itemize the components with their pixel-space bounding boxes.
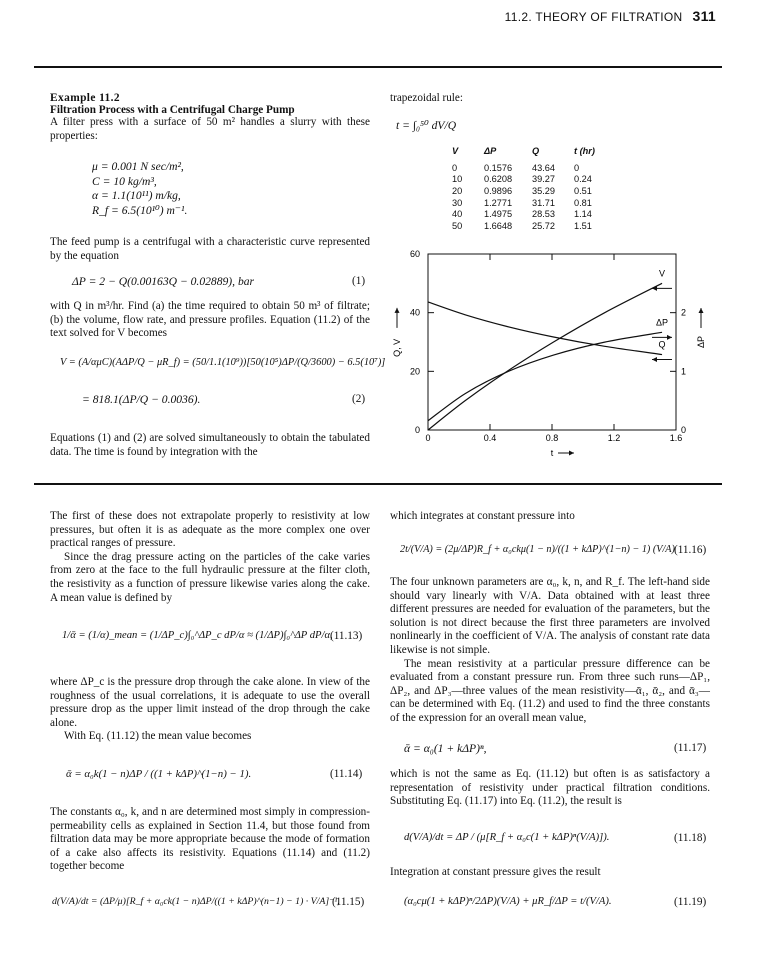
- table-cell: 40: [452, 209, 463, 220]
- equation-11-18: d(V/A)/dt = ΔP / (μ[R_f + α₀c(1 + kΔP)ⁿ(V/A)]).: [404, 832, 610, 843]
- paragraph: The constants α₀, k, and n are determined most simply in compression-permeability cells as explained in Section 11.4, but those found from filtration data may be more appropriate because the mode of formation of a cake also affects its resistivity. Equations (11.14) and (11.2) together become: [50, 806, 370, 873]
- filtration-chart: [380, 240, 720, 465]
- table-header: ΔP: [484, 146, 497, 156]
- table-cell: 1.2771: [484, 197, 513, 208]
- paragraph: which is not the same as Eq. (11.12) but often is as satisfactory a representation of resistivity under practical filtration conditions. Substituting Eq. (11.17) into Eq. (11.2), the result is: [390, 768, 710, 808]
- equation-11-15: d(V/A)/dt = (ΔP/μ)[R_f + α₀ck(1 − n)ΔP/((1 + kΔP)^(n−1) − 1) · V/A]⁻¹,: [52, 896, 340, 907]
- equation-11-16-number: (11.16): [674, 544, 707, 556]
- equation-11-19-number: (11.19): [674, 896, 707, 908]
- table-row: [452, 185, 614, 197]
- integral-equation: t = ∫₀⁵⁰ dV/Q: [396, 119, 457, 132]
- arrow-head-icon: [699, 308, 704, 313]
- equation-11-13: 1/ᾱ = (1/α)_mean = (1/ΔP_c)∫₀^ΔP_c dP/α ≈ (1/ΔP)∫₀^ΔP dP/α,: [62, 630, 333, 641]
- body-right: [390, 576, 710, 726]
- data-table: [452, 146, 614, 232]
- equation-11-13-number: (11.13): [330, 630, 363, 642]
- property-item: μ = 0.001 N sec/m²,: [92, 160, 184, 173]
- x-axis-label: t: [550, 448, 554, 458]
- table-cell: 0.51: [574, 185, 592, 196]
- y-left-tick-label: 0: [414, 425, 420, 435]
- table-row: [452, 162, 614, 174]
- series-line-v: [428, 283, 662, 430]
- trapezoidal-label: trapezoidal rule:: [390, 92, 463, 104]
- table-cell: 30: [452, 197, 463, 208]
- table-cell: 0.6208: [484, 174, 513, 185]
- table-header: t (hr): [574, 146, 595, 156]
- equation-11-15-number: (11.15): [332, 896, 365, 908]
- y-left-tick-label: 40: [409, 307, 420, 318]
- example-top-rule: [34, 66, 722, 68]
- table-cell: 0.81: [574, 197, 592, 208]
- table-cell: 39.27: [532, 174, 555, 185]
- table-cell: 28.53: [532, 209, 555, 220]
- series-line-dp: [428, 332, 662, 420]
- x-tick-label: 1.6: [669, 433, 683, 443]
- paragraph: Since the drag pressure acting on the particles of the cake varies from zero at the face to the full hydraulic pressure at the filter cloth, the resistivity as a function of pressure likewise varies along the cake. A mean value is defined by: [50, 550, 370, 604]
- y-right-tick-label: 1: [681, 366, 687, 377]
- example-bottom-rule: [34, 483, 722, 485]
- table-cell: 1.51: [574, 220, 592, 231]
- x-tick-label: 0: [425, 433, 431, 443]
- table-cell: 25.72: [532, 220, 555, 231]
- table-cell: 0: [574, 162, 580, 173]
- x-tick-label: 0.4: [483, 433, 497, 443]
- table-cell: 31.71: [532, 197, 555, 208]
- table-cell: 43.64: [532, 162, 555, 173]
- equation-11-14-number: (11.14): [330, 768, 363, 780]
- example-title: Filtration Process with a Centrifugal Charge Pump: [50, 104, 295, 116]
- equation-2-line1: V = (A/αμC)(AΔP/Q − μR_f) = (50/1.1(10⁹))[50(10⁵)ΔP/(Q/3600) − 6.5(10⁷)]: [60, 357, 386, 368]
- table-cell: 1.6648: [484, 220, 513, 231]
- table-cell: 20: [452, 185, 463, 196]
- table-cell: 1.4975: [484, 209, 513, 220]
- series-label: Q: [658, 339, 666, 350]
- equation-11-19: (α₀cμ(1 + kΔP)ⁿ/2ΔP)(V/A) + μR_f/ΔP = t/(V/A).: [404, 896, 612, 907]
- table-cell: 0.24: [574, 174, 592, 185]
- table-cell: 0: [452, 162, 458, 173]
- y-right-axis-label: ΔP: [696, 335, 706, 349]
- y-left-tick-label: 20: [409, 366, 420, 377]
- section-title: 11.2. THEORY OF FILTRATION: [504, 10, 683, 24]
- properties-list: [92, 160, 187, 218]
- example-box-left: [50, 92, 370, 143]
- y-left-tick-label: 60: [409, 249, 420, 259]
- body-left-2: [50, 676, 370, 744]
- paragraph: Integration at constant pressure gives the result: [390, 866, 601, 878]
- series-label: ΔP: [655, 317, 669, 328]
- paragraph: The four unknown parameters are α₀, k, n, and R_f. The left-hand side should vary linearly with V/A. Data obtained with at least three different pressures are needed for evaluation of the parameters, but the solution is not direct because the first three parameters are involved nonlinearly in the coefficient of V/A. The analysis of constant rate data likewise is not simple.: [390, 576, 710, 656]
- arrow-head-icon: [652, 357, 657, 362]
- paragraph: The mean resistivity at a particular pressure difference can be evaluated from a constant pressure run. From three such runs—ΔP₁, ΔP₂, and ΔP₃—three values of the mean resistivity—ᾱ₁, ᾱ₂, and ᾱ₃—can be determined with Eq. (11.2) and used to find the three constants of the expression for an overall mean value,: [390, 657, 710, 724]
- table-row: [452, 208, 614, 220]
- equation-2-number: (2): [352, 393, 366, 405]
- table-header-row: [452, 146, 614, 162]
- table-cell: 10: [452, 174, 463, 185]
- y-right-tick-label: 0: [681, 425, 687, 435]
- equation-11-17-number: (11.17): [674, 742, 707, 754]
- arrow-head-icon: [667, 335, 672, 340]
- equation-2-line2: = 818.1(ΔP/Q − 0.0036).: [82, 393, 201, 406]
- pump-text: The feed pump is a centrifugal with a characteristic curve represented by the equation: [50, 236, 370, 262]
- table-cell: 0.1576: [484, 162, 513, 173]
- mid-text: with Q in m³/hr. Find (a) the time required to obtain 50 m³ of filtrate; (b) the volume, flow rate, and pressure profiles. Equation (11.2) of the text solved for V becomes: [50, 300, 370, 340]
- table-row: [452, 220, 614, 232]
- property-item: α = 1.1(10¹¹) m/kg,: [92, 189, 181, 203]
- table-cell: 50: [452, 220, 463, 231]
- x-tick-label: 0.8: [545, 433, 559, 443]
- table-row: [452, 174, 614, 186]
- table-header: V: [452, 146, 459, 156]
- running-header: [360, 8, 716, 24]
- example-intro: A filter press with a surface of 50 m² handles a slurry with these properties:: [50, 116, 370, 142]
- table-row: [452, 197, 614, 209]
- property-item: C = 10 kg/m³,: [92, 174, 157, 188]
- equation-11-17: ᾱ = α₀(1 + kΔP)ⁿ,: [404, 742, 487, 755]
- example-label: Example 11.2: [50, 92, 120, 104]
- series-label: V: [658, 268, 666, 279]
- paragraph: With Eq. (11.12) the mean value becomes: [64, 730, 252, 743]
- equation-11-16: 2t/(V/A) = (2μ/ΔP)R_f + α₀ckμ(1 − n)/((1 + kΔP)^(1−n) − 1) (V/A): [400, 544, 675, 555]
- example-closing: Equations (1) and (2) are solved simultaneously to obtain the tabulated data. The time is found by integration with the: [50, 432, 370, 458]
- page-number: 311: [692, 8, 716, 24]
- y-left-axis-label: Q, V: [392, 338, 402, 357]
- arrow-head-icon: [395, 308, 400, 313]
- table-cell: 35.29: [532, 185, 555, 196]
- paragraph: where ΔP_c is the pressure drop through the cake alone. In view of the roughness of the usual correlations, it is adequate to use the overall pressure drop as the upper limit instead of the drop through the cake alone.: [50, 676, 370, 729]
- table-cell: 1.14: [574, 209, 592, 220]
- equation-11-18-number: (11.18): [674, 832, 707, 844]
- plot-frame: [428, 254, 676, 430]
- equation-11-14: ᾱ = α₀k(1 − n)ΔP / ((1 + kΔP)^(1−n) − 1).: [66, 768, 252, 780]
- arrow-head-icon: [569, 451, 574, 456]
- property-item: R_f = 6.5(10¹⁰) m⁻¹.: [92, 203, 188, 217]
- paragraph: The first of these does not extrapolate properly to resistivity at low pressures, but often it is as adequate as the more complex one over practical ranges of pressure.: [50, 510, 370, 550]
- paragraph: which integrates at constant pressure into: [390, 510, 575, 522]
- body-left: [50, 510, 370, 605]
- equation-1-number: (1): [352, 275, 366, 287]
- y-right-tick-label: 2: [681, 307, 687, 318]
- table-cell: 0.9896: [484, 185, 513, 196]
- equation-1: ΔP = 2 − Q(0.00163Q − 0.02889), bar: [72, 275, 255, 288]
- x-tick-label: 1.2: [607, 433, 621, 443]
- table-header: Q: [532, 146, 540, 156]
